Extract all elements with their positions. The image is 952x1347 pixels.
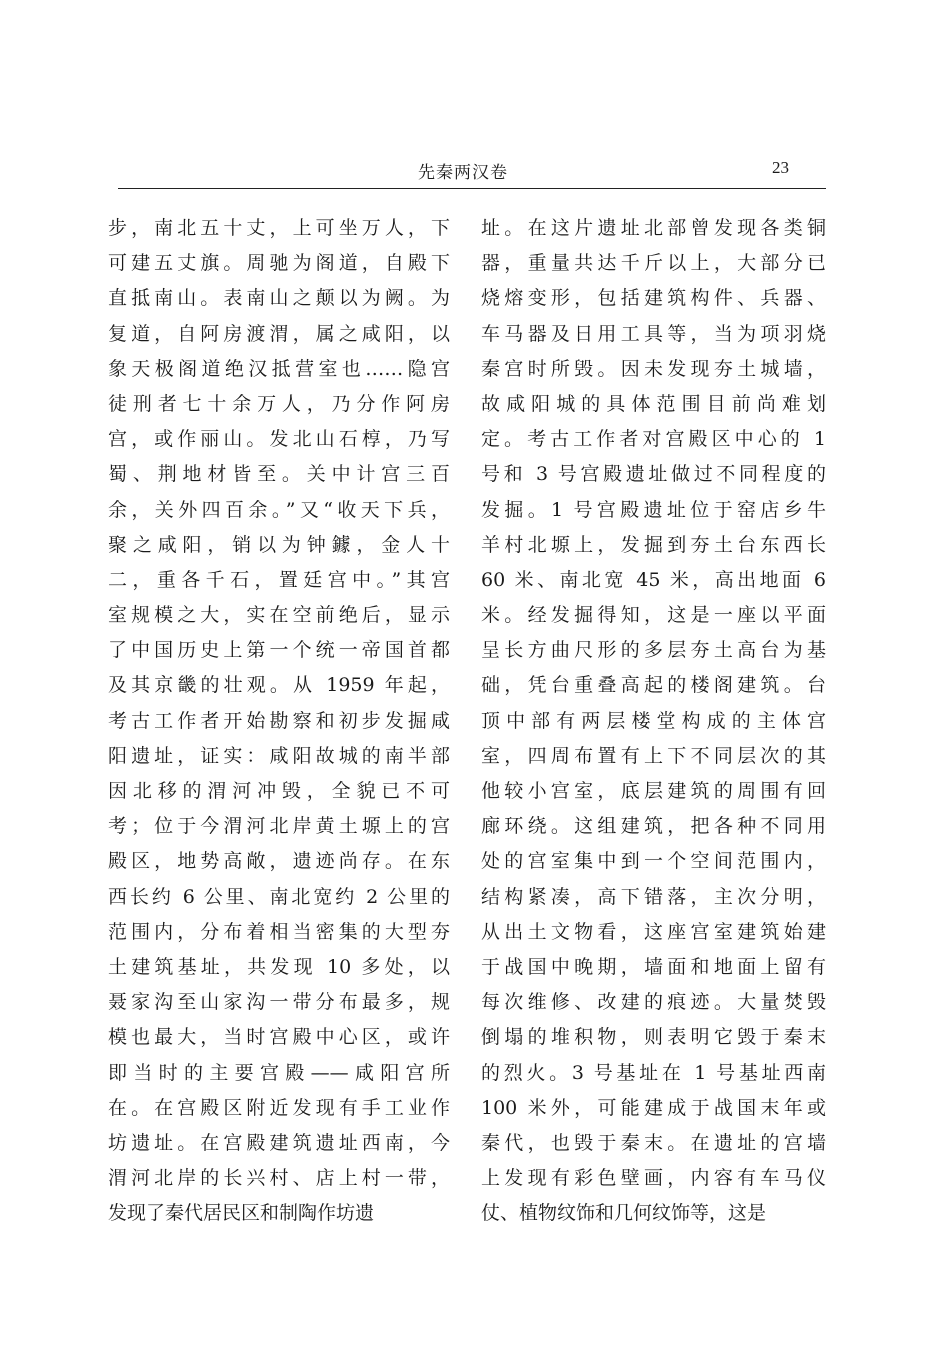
text-line: 复道，自阿房渡渭，属之咸阳，以 (108, 322, 450, 345)
text-line: 他较小宫室，底层建筑的周围有回 (481, 780, 826, 802)
text-line: 仗、植物纹饰和几何纹饰等，这是 (481, 1202, 767, 1225)
text-line: 直抵南山。表南山之颠以为阙。为 (108, 287, 450, 310)
text-line: 室，四周布置有上下不同层次的其 (481, 744, 826, 767)
text-line: 即当时的主要宫殿——咸阳宫所 (108, 1061, 450, 1084)
text-line: 室规模之大，实在空前绝后，显示 (108, 604, 450, 627)
text-line: 在。在宫殿区附近发现有手工业作 (108, 1096, 450, 1119)
text-line: 60 米、南北宽 45 米，高出地面 6 (481, 568, 826, 591)
text-line: 蜀、荆地材皆至。关中计宫三百 (108, 463, 450, 486)
text-line: 上发现有彩色壁画，内容有车马仪 (481, 1167, 826, 1190)
text-line: 范围内，分布着相当密集的大型夯 (108, 920, 450, 943)
text-line: 模也最大，当时宫殿中心区，或许 (108, 1026, 450, 1049)
text-line: 于战国中晚期，墙面和地面上留有 (481, 955, 826, 978)
text-line: 器，重量共达千斤以上，大部分已 (481, 252, 826, 275)
text-line: 阳遗址，证实：咸阳故城的南半部 (108, 744, 450, 767)
text-line: 因北移的渭河冲毁，全貌已不可 (108, 780, 450, 802)
text-line: 考；位于今渭河北岸黄土塬上的宫 (108, 815, 450, 838)
text-line: 处的宫室集中到一个空间范围内， (481, 850, 826, 873)
text-line: 发掘。1 号宫殿遗址位于窑店乡牛 (481, 498, 826, 521)
text-line: 结构紧凑，高下错落，主次分明， (481, 885, 826, 908)
text-line: 羊村北塬上，发掘到夯土台东西长 (481, 533, 826, 556)
text-line: 车马器及日用工具等，当为项羽烧 (481, 322, 826, 345)
text-line: 的烈火。3 号基址在 1 号基址西南 (481, 1061, 826, 1084)
text-line: 址。在这片遗址北部曾发现各类铜 (481, 217, 826, 239)
text-line: 呈长方曲尺形的多层夯土高台为基 (481, 639, 826, 662)
text-line: 象天极阁道绝汉抵营室也……隐宫 (108, 357, 450, 380)
text-line: 号和 3 号宫殿遗址做过不同程度的 (481, 463, 826, 486)
text-line: 烧熔变形，包括建筑构件、兵器、 (481, 287, 826, 310)
text-line: 故咸阳城的具体范围目前尚难划 (481, 392, 826, 415)
text-line: 从出土文物看，这座宫室建筑始建 (481, 920, 826, 943)
text-line: 聂家沟至山家沟一带分布最多，规 (108, 991, 450, 1014)
text-line: 秦宫时所毁。因未发现夯土城墙， (481, 357, 826, 380)
text-line: 顶中部有两层楼堂构成的主体宫 (481, 709, 826, 732)
running-title: 先秦两汉卷 (418, 163, 508, 183)
text-line: 徒刑者七十余万人，乃分作阿房 (108, 392, 450, 415)
text-line: 了中国历史上第一个统一帝国首都 (108, 639, 450, 662)
text-line: 可建五丈旗。周驰为阁道，自殿下 (108, 252, 450, 275)
text-line: 廊环绕。这组建筑，把各种不同用 (481, 815, 826, 838)
text-line: 聚之咸阳，销以为钟鐻，金人十 (108, 533, 450, 556)
text-line: 土建筑基址，共发现 10 多处，以 (108, 955, 450, 978)
text-line: 渭河北岸的长兴村、店上村一带， (108, 1167, 450, 1190)
text-line: 倒塌的堆积物，则表明它毁于秦末 (481, 1026, 826, 1049)
text-line: 步，南北五十丈，上可坐万人，下 (108, 217, 450, 239)
text-line: 考古工作者开始勘察和初步发掘咸 (108, 709, 450, 732)
right-column (481, 211, 826, 1231)
text-line: 础，凭台重叠高起的楼阁建筑。台 (481, 674, 826, 697)
header-rule (118, 188, 826, 189)
text-line: 100 米外，可能建成于战国末年或 (481, 1096, 826, 1119)
text-line: 秦代，也毁于秦末。在遗址的宫墙 (481, 1131, 826, 1154)
text-line: 西长约 6 公里、南北宽约 2 公里的 (108, 885, 450, 908)
text-line: 余，关外四百余。”又“收天下兵， (108, 498, 450, 521)
text-line: 米。经发掘得知，这是一座以平面 (481, 604, 826, 627)
text-line: 二，重各千石，置廷宫中。”其宫 (108, 568, 450, 591)
text-line: 定。考古工作者对宫殿区中心的 1 (481, 428, 826, 451)
left-column (108, 211, 450, 1231)
text-line: 发现了秦代居民区和制陶作坊遗 (108, 1202, 375, 1225)
page-number: 23 (772, 158, 789, 177)
text-line: 坊遗址。在宫殿建筑遗址西南，今 (108, 1131, 450, 1154)
text-line: 宫，或作丽山。发北山石椁，乃写 (108, 428, 450, 451)
text-line: 及其京畿的壮观。从 1959 年起， (108, 674, 450, 697)
text-line: 每次维修、改建的痕迹。大量焚毁 (481, 991, 826, 1014)
text-line: 殿区，地势高敞，遗迹尚存。在东 (108, 850, 450, 873)
